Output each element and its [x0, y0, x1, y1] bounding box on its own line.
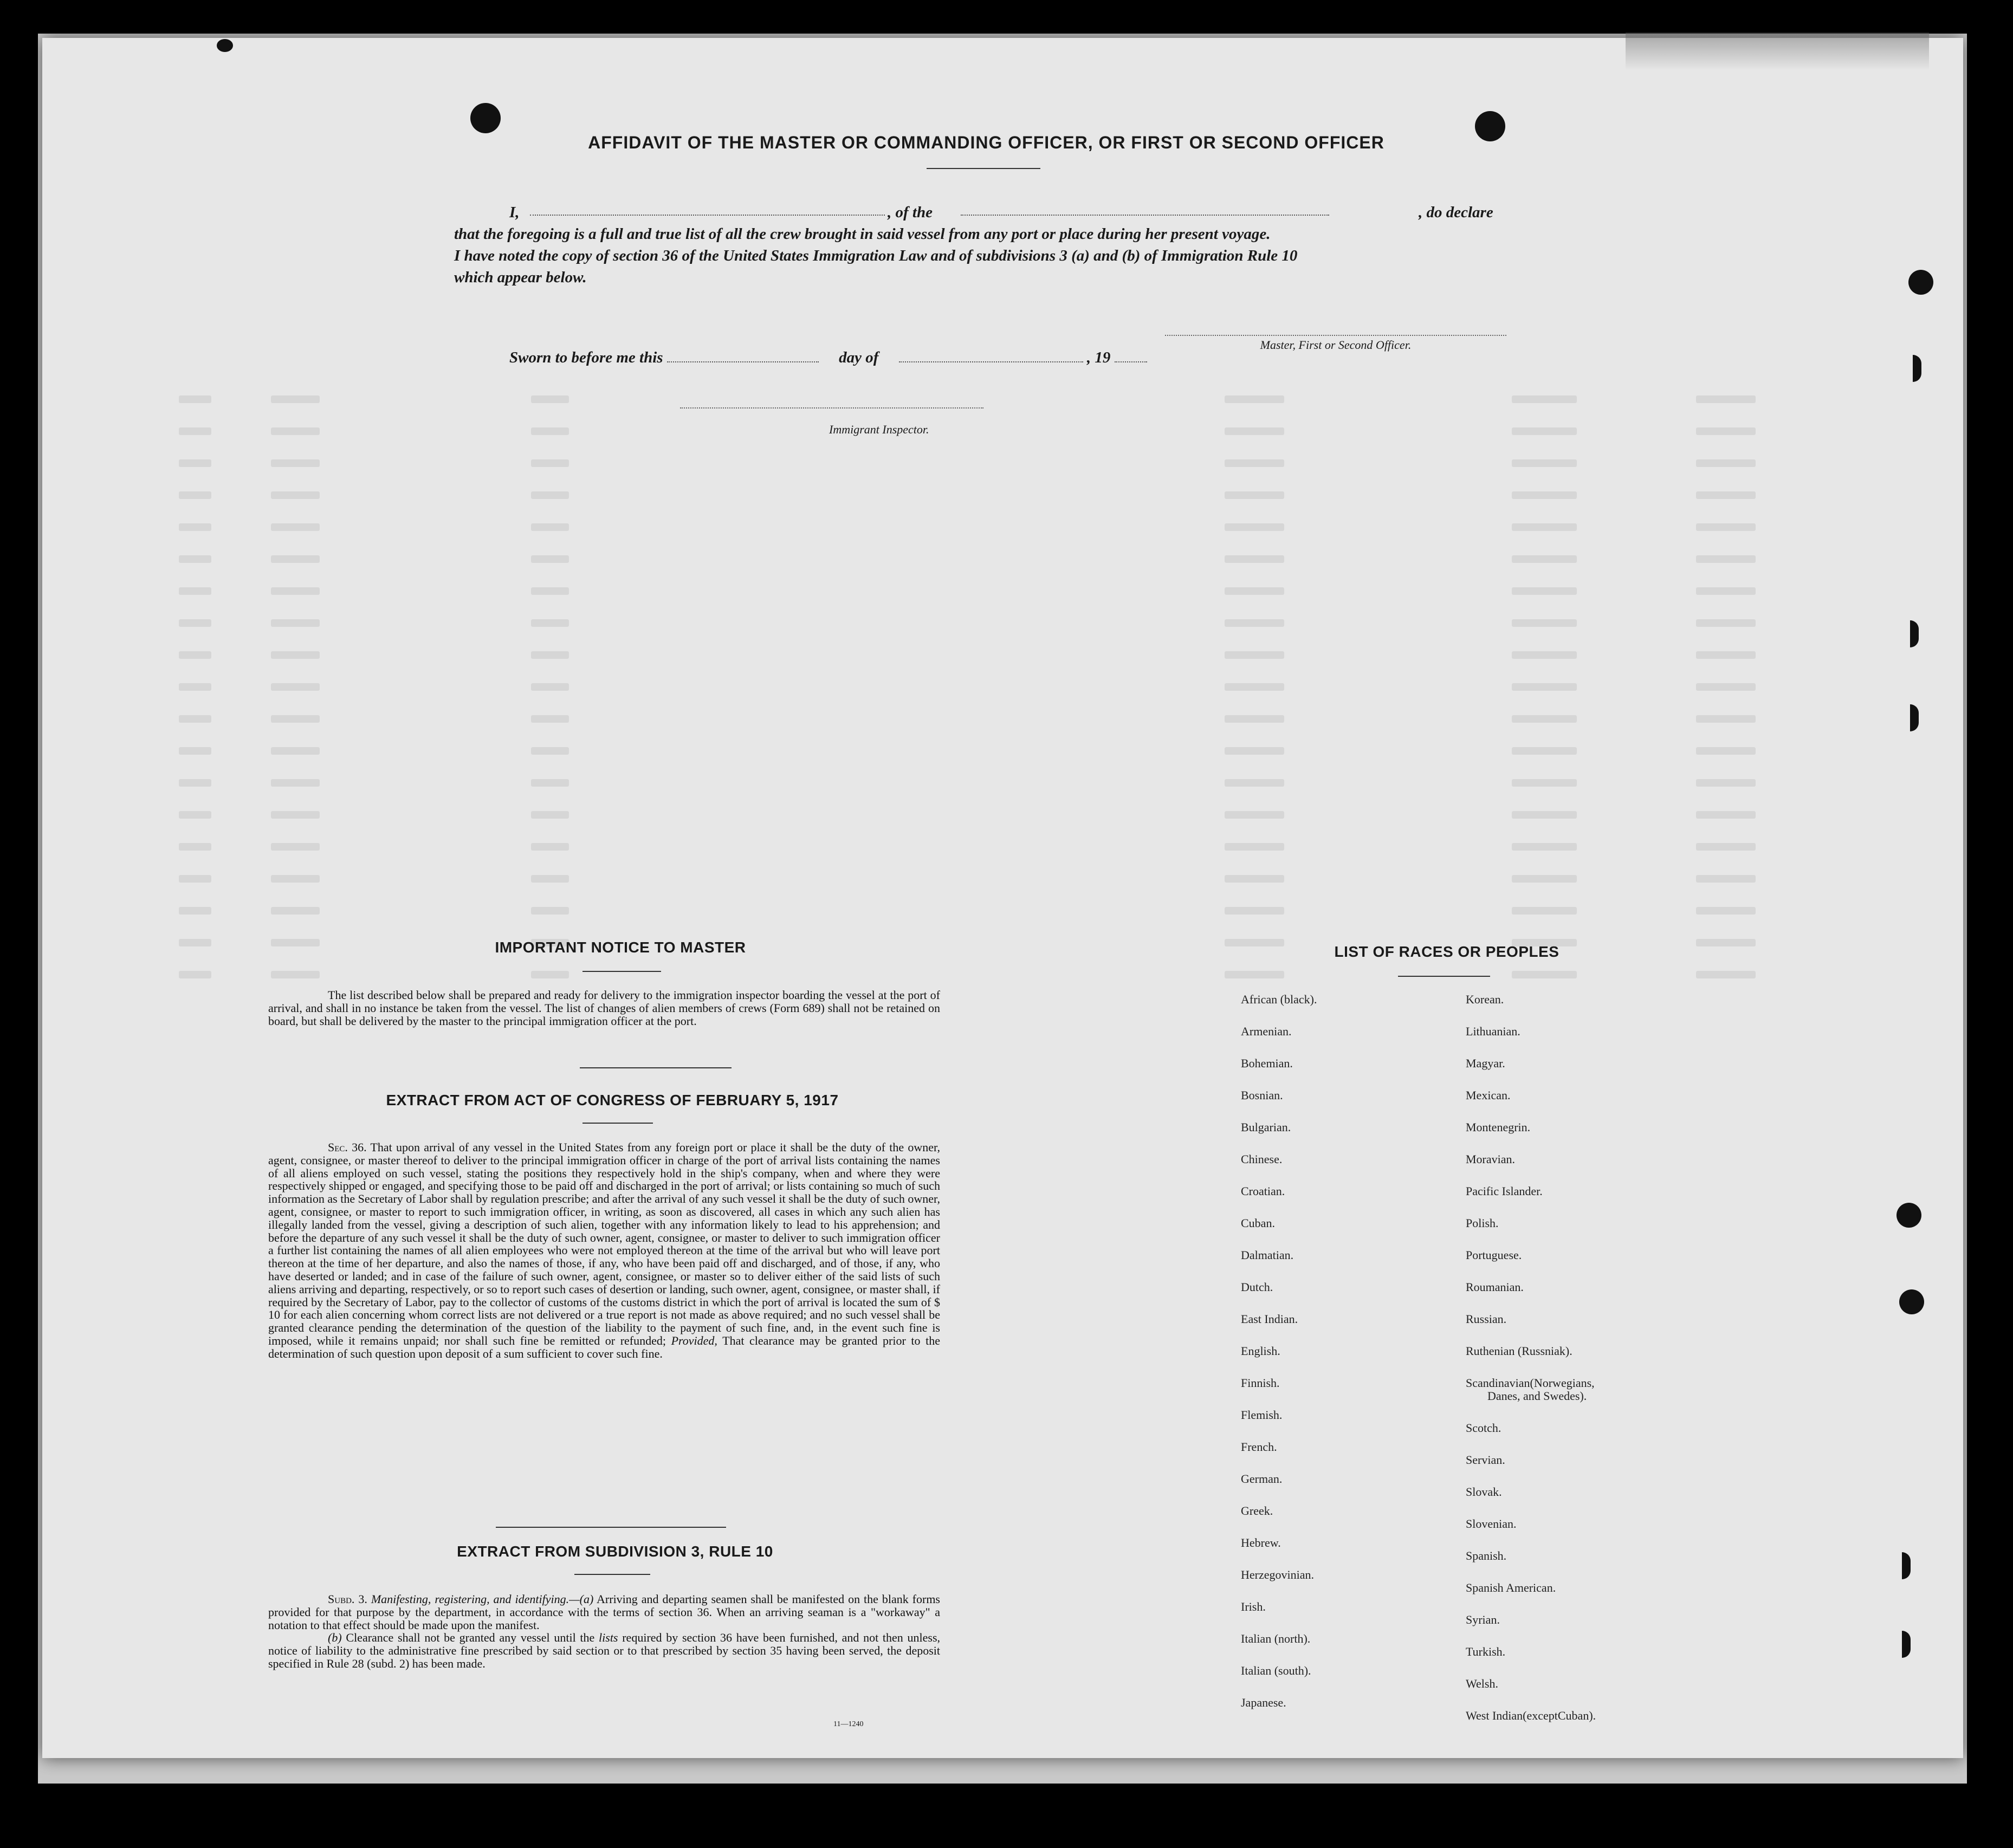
- bleed-through-mark: [531, 747, 569, 755]
- bleed-through-mark: [531, 907, 569, 915]
- bleed-through-mark: [1696, 395, 1756, 403]
- bleed-through-mark: [1696, 491, 1756, 499]
- race-item: Scotch.: [1466, 1421, 1501, 1435]
- bleed-through-mark: [1696, 747, 1756, 755]
- bleed-through-mark: [271, 779, 320, 787]
- bleed-through-mark: [1696, 843, 1756, 851]
- race-item: Hebrew.: [1241, 1536, 1281, 1549]
- race-item: Welsh.: [1466, 1676, 1498, 1690]
- race-item: Japanese.: [1241, 1696, 1286, 1709]
- bleed-through-row: [179, 427, 1945, 436]
- race-item: Armenian.: [1241, 1024, 1292, 1038]
- races-right-column: [1466, 993, 1693, 1729]
- bleed-through-mark: [271, 587, 320, 595]
- bleed-through-mark: [1696, 811, 1756, 819]
- provided-text: That clearance may be granted prior to the determination of such question upon deposit of a sum sufficient to cover such fine.: [268, 1333, 940, 1360]
- bleed-through-mark: [1696, 779, 1756, 787]
- bleed-through-row: [179, 875, 1945, 884]
- bleed-through-mark: [1512, 619, 1577, 627]
- bleed-through-row: [179, 459, 1945, 468]
- race-item: Spanish American.: [1466, 1580, 1556, 1594]
- bleed-through-mark: [1512, 811, 1577, 819]
- sworn-statement: [509, 348, 1147, 367]
- bleed-through-mark: [1696, 651, 1756, 659]
- bleed-through-mark: [1696, 427, 1756, 435]
- subd-b-text-2: required by section 36 have been furnished, and not then unless, notice of liability to the administrative fine prescribed by said section or to that prescribed by section 35 having been served, the deposit specified in Rule 28 (subd. 2) has been made.: [268, 1631, 941, 1670]
- subd-title: Manifesting, registering, and identifying.—(a): [371, 1592, 594, 1606]
- bleed-through-mark: [271, 907, 320, 915]
- bleed-through-mark: [1225, 555, 1284, 563]
- bleed-through-mark: [271, 683, 320, 691]
- punch-hole: [1908, 270, 1933, 295]
- bleed-through-mark: [1225, 395, 1284, 403]
- master-signature-caption: Master, First or Second Officer.: [1260, 338, 1412, 352]
- race-item: Magyar.: [1466, 1056, 1505, 1070]
- race-item: Bohemian.: [1241, 1056, 1293, 1070]
- act-heading: EXTRACT FROM ACT OF CONGRESS OF FEBRUARY 5, 1917: [386, 1092, 839, 1108]
- notice-paragraph: The list described below shall be prepared and ready for delivery to the immigration inspector boarding the vessel at the port of arrival, and shall in no instance be taken from the vessel. The list of changes of alien members of crews (Form 689) shall not be retained on board, but shall be delivered by the master to the principal immigration officer at the port.: [268, 988, 940, 1028]
- bleed-through-mark: [179, 587, 211, 595]
- bleed-through-mark: [531, 811, 569, 819]
- bleed-through-mark: [531, 779, 569, 787]
- bleed-through-row: [179, 715, 1945, 724]
- bleed-through-mark: [179, 459, 211, 467]
- race-item: German.: [1241, 1472, 1283, 1486]
- bleed-through-mark: [1225, 843, 1284, 851]
- bleed-through-mark: [271, 811, 320, 819]
- race-item: Moravian.: [1466, 1152, 1516, 1166]
- race-item: West Indian(exceptCuban).: [1466, 1708, 1596, 1722]
- race-item: Korean.: [1466, 993, 1504, 1006]
- declarant-i: I,: [509, 204, 520, 221]
- bleed-through-mark: [179, 683, 211, 691]
- bleed-through-mark: [179, 715, 211, 723]
- bleed-through-mark: [179, 523, 211, 531]
- race-item: Roumanian.: [1466, 1280, 1524, 1294]
- bleed-through-mark: [531, 427, 569, 435]
- race-item: Chinese.: [1241, 1152, 1283, 1166]
- races-heading: LIST OF RACES OR PEOPLES: [1334, 943, 1559, 960]
- bleed-through-mark: [1512, 907, 1577, 915]
- race-item: French.: [1241, 1440, 1277, 1454]
- bleed-through-mark: [1696, 907, 1756, 915]
- race-item: Portuguese.: [1466, 1248, 1522, 1262]
- bleed-through-row: [179, 747, 1945, 756]
- bleed-through-mark: [1225, 619, 1284, 627]
- race-item: Italian (south).: [1241, 1664, 1311, 1677]
- bleed-through-mark: [1512, 427, 1577, 435]
- bleed-through-row: [179, 971, 1945, 980]
- bleed-through-mark: [271, 939, 320, 946]
- race-item: Turkish.: [1466, 1644, 1506, 1658]
- bleed-through-mark: [1225, 427, 1284, 435]
- race-item: East Indian.: [1241, 1312, 1298, 1326]
- bleed-through-mark: [531, 715, 569, 723]
- notice-rule: [582, 971, 661, 972]
- bleed-through-mark: [271, 971, 320, 978]
- bleed-through-mark: [271, 459, 320, 467]
- race-item: Scandinavian(Norwegians,: [1466, 1376, 1595, 1390]
- bleed-through-mark: [179, 875, 211, 883]
- bleed-through-row: [179, 651, 1945, 660]
- subd-label: Subd. 3.: [328, 1592, 367, 1606]
- bleed-through-mark: [1512, 683, 1577, 691]
- race-item: Dalmatian.: [1241, 1248, 1294, 1262]
- bleed-through-row: [179, 907, 1945, 916]
- bleed-through-row: [179, 843, 1945, 852]
- act-text: [268, 1141, 940, 1360]
- declaration-line-4: which appear below.: [454, 269, 587, 286]
- bleed-through-mark: [271, 651, 320, 659]
- inspector-signature-line: [680, 407, 983, 408]
- bleed-through-mark: [1225, 875, 1284, 883]
- bleed-through-mark: [1512, 971, 1577, 978]
- bleed-through-mark: [1512, 875, 1577, 883]
- act-rule: [582, 1123, 653, 1124]
- bleed-through-mark: [1512, 651, 1577, 659]
- race-item: Bulgarian.: [1241, 1120, 1291, 1134]
- bleed-through-row: [179, 395, 1945, 404]
- bleed-through-mark: [1696, 587, 1756, 595]
- bleed-through-row: [179, 779, 1945, 788]
- race-item: Greek.: [1241, 1504, 1273, 1518]
- bleed-through-mark: [1696, 971, 1756, 978]
- bleed-through-mark: [1696, 875, 1756, 883]
- bleed-through-mark: [179, 939, 211, 946]
- subd-b-text-1: Clearance shall not be granted any vessel until the: [346, 1631, 595, 1645]
- sworn-year-field: [1115, 348, 1147, 362]
- affidavit-title: AFFIDAVIT OF THE MASTER OR COMMANDING OFFICER, OR FIRST OR SECOND OFFICER: [588, 133, 1384, 152]
- bleed-through-mark: [1225, 747, 1284, 755]
- bleed-through-mark: [531, 971, 569, 978]
- bleed-through-mark: [1512, 587, 1577, 595]
- rule-rule: [574, 1574, 650, 1575]
- bleed-through-mark: [1696, 555, 1756, 563]
- title-rule: [927, 168, 1040, 169]
- bleed-through-mark: [271, 715, 320, 723]
- sec-label: Sec. 36.: [328, 1140, 367, 1154]
- bleed-through-mark: [1696, 523, 1756, 531]
- bleed-through-mark: [179, 779, 211, 787]
- section-divider: [580, 1067, 732, 1068]
- bleed-through-mark: [271, 875, 320, 883]
- do-declare-label: , do declare: [1419, 204, 1493, 221]
- bleed-through-mark: [1512, 779, 1577, 787]
- bleed-through-mark: [271, 427, 320, 435]
- race-item: Finnish.: [1241, 1376, 1280, 1390]
- declarant-name-field: [530, 202, 885, 216]
- bleed-through-mark: [179, 747, 211, 755]
- races-rule: [1398, 976, 1490, 977]
- bleed-through-mark: [1696, 683, 1756, 691]
- race-item: Ruthenian (Russniak).: [1466, 1344, 1572, 1358]
- bleed-through-mark: [179, 427, 211, 435]
- bleed-through-mark: [531, 619, 569, 627]
- bleed-through-mark: [1512, 843, 1577, 851]
- sworn-prefix: Sworn to before me this: [509, 349, 663, 366]
- bleed-through-mark: [1696, 459, 1756, 467]
- sec-36-text: That upon arrival of any vessel in the United States from any foreign port or place it shall be the duty of the owner, agent, consignee, or master thereof to deliver to the principal immigration officer in charge of the port of arrival lists containing the names of all aliens employed on such vessel, stating the positions they respectively hold in the ship's company, when and where they were respectively shipped or engaged, and specifying those to be paid off and discharged in the port of arrival; or lists containing so much of such information as the Secretary of Labor shall by regulation prescribe; and after the arrival of any such vessel it shall be the duty of such owner, agent, consignee, or master to report to such immigration officer, in writing, as soon as discovered, all cases in which any such alien has illegally landed from the vessel, giving a description of such alien, together with any information likely to lead to his apprehension; and before the departure of any such vessel it shall be the duty of such owner, agent, consignee, or master to deliver to such immigration officer a further list containing the names of all alien employees who were not employed thereon at the time of the arrival but who will leave port thereon at the time of her departure, and also the names of those, if any, who have been paid off and discharged, and of those, if any, who have deserted or landed; and in case of the failure of such owner, agent, consignee, or master so to deliver either of the said lists of such aliens arriving and departing, respectively, or so to report such cases of desertion or landing, such owner, agent, consignee, or master shall, if required by the Secretary of Labor, pay to the collector of customs of the customs district in which the port of arrival is located the sum of $ 10 for each alien concerning whom correct lists are not delivered or a true report is not made as above required; and no such vessel shall be granted clearance pending the determination of the question of the liability to the payment of such fine, and, in the event such fine is imposed, while it remains unpaid; nor shall such fine be remitted or refunded;: [268, 1140, 940, 1347]
- bleed-through-mark: [1225, 587, 1284, 595]
- bleed-through-mark: [271, 843, 320, 851]
- race-item: Servian.: [1466, 1453, 1505, 1467]
- notice-text: [268, 989, 940, 1027]
- vessel-name-field: [961, 202, 1329, 216]
- bleed-through-mark: [1225, 523, 1284, 531]
- bleed-through-mark: [531, 875, 569, 883]
- bleed-through-row: [179, 587, 1945, 596]
- bleed-through-row: [179, 619, 1945, 628]
- bleed-through-mark: [1512, 555, 1577, 563]
- race-item: Polish.: [1466, 1216, 1499, 1230]
- declaration-line-2: that the foregoing is a full and true list of all the crew brought in said vessel from any port or place during her present voyage.: [454, 225, 1271, 243]
- bleed-through-mark: [271, 555, 320, 563]
- bleed-through-mark: [1512, 747, 1577, 755]
- bleed-through-mark: [271, 491, 320, 499]
- declaration-line-3: I have noted the copy of section 36 of the United States Immigration Law and of subdivisions 3 (a) and (b) of Immigration Rule 10: [454, 247, 1298, 264]
- bleed-through-mark: [1696, 939, 1756, 946]
- notice-heading: IMPORTANT NOTICE TO MASTER: [495, 939, 746, 956]
- race-item: Flemish.: [1241, 1408, 1283, 1422]
- subd-b-lists: lists: [599, 1631, 618, 1645]
- bleed-through-mark: [271, 395, 320, 403]
- bleed-through-mark: [531, 651, 569, 659]
- bleed-through-mark: [179, 843, 211, 851]
- punch-hole: [217, 39, 233, 52]
- subd-b-label: (b): [328, 1631, 342, 1645]
- bleed-through-mark: [1225, 459, 1284, 467]
- race-item: Slovak.: [1466, 1484, 1502, 1499]
- form-number: 11—1240: [833, 1720, 864, 1728]
- sworn-day-field: [667, 348, 819, 362]
- page-edge-shadow: [1626, 33, 1929, 70]
- bleed-through-mark: [271, 619, 320, 627]
- subd-a-text: Arriving and departing seamen shall be manifested on the blank forms provided for that purpose by the department, in accordance with the terms of section 36. When an arriving seaman is a "workaway" a notation to that effect should be made upon the manifest.: [268, 1592, 940, 1632]
- race-item: Slovenian.: [1466, 1516, 1517, 1531]
- sworn-month-field: [899, 348, 1083, 362]
- bleed-through-mark: [271, 747, 320, 755]
- bleed-through-mark: [1225, 907, 1284, 915]
- bleed-through-mark: [179, 619, 211, 627]
- bleed-through-mark: [531, 491, 569, 499]
- race-item: Pacific Islander.: [1466, 1184, 1543, 1198]
- affidavit-declaration: [454, 202, 1517, 288]
- bleed-through-mark: [1225, 683, 1284, 691]
- inspector-caption: Immigrant Inspector.: [829, 423, 929, 436]
- bleed-through-mark: [179, 651, 211, 659]
- bleed-through-mark: [1512, 523, 1577, 531]
- bleed-through-mark: [179, 907, 211, 915]
- race-item: Irish.: [1241, 1600, 1266, 1613]
- race-item: Danes, and Swedes).: [1487, 1389, 1587, 1403]
- punch-hole: [1899, 1289, 1924, 1314]
- sworn-day-of: day of: [839, 349, 879, 366]
- races-left-column: [1241, 993, 1447, 1729]
- bleed-through-mark: [179, 971, 211, 978]
- race-item: Montenegrin.: [1466, 1120, 1531, 1134]
- subd-b-paragraph: [268, 1631, 940, 1670]
- bleed-through-mark: [179, 395, 211, 403]
- race-item: Russian.: [1466, 1312, 1507, 1326]
- bleed-through-row: [179, 555, 1945, 564]
- bleed-through-mark: [271, 523, 320, 531]
- rule-text: [268, 1593, 940, 1670]
- bleed-through-mark: [531, 459, 569, 467]
- bleed-through-table: [179, 395, 1945, 970]
- bleed-through-mark: [531, 587, 569, 595]
- race-item: Italian (north).: [1241, 1632, 1311, 1645]
- race-item: Lithuanian.: [1466, 1024, 1520, 1038]
- bleed-through-mark: [531, 843, 569, 851]
- race-item: Syrian.: [1466, 1612, 1500, 1626]
- punch-hole: [470, 103, 501, 133]
- of-the-label: , of the: [888, 204, 933, 221]
- race-item: Dutch.: [1241, 1280, 1273, 1294]
- bleed-through-mark: [1512, 395, 1577, 403]
- provided-label: Provided,: [671, 1333, 717, 1347]
- race-item: African (black).: [1241, 993, 1317, 1006]
- declaration-line-1: [454, 202, 1517, 223]
- bleed-through-mark: [1225, 971, 1284, 978]
- bleed-through-mark: [1512, 491, 1577, 499]
- bleed-through-row: [179, 523, 1945, 532]
- punch-hole: [1897, 1203, 1921, 1228]
- bleed-through-mark: [1225, 779, 1284, 787]
- bleed-through-mark: [1225, 811, 1284, 819]
- race-item: Bosnian.: [1241, 1088, 1283, 1102]
- race-item: Mexican.: [1466, 1088, 1511, 1102]
- bleed-through-mark: [1512, 459, 1577, 467]
- bleed-through-mark: [1225, 491, 1284, 499]
- bleed-through-mark: [531, 683, 569, 691]
- bleed-through-mark: [179, 491, 211, 499]
- section-divider: [496, 1527, 726, 1528]
- bleed-through-row: [179, 811, 1945, 820]
- race-item: Croatian.: [1241, 1184, 1285, 1198]
- act-paragraph: [268, 1141, 940, 1360]
- race-item: Cuban.: [1241, 1216, 1275, 1230]
- rule-heading: EXTRACT FROM SUBDIVISION 3, RULE 10: [457, 1543, 773, 1560]
- bleed-through-mark: [1225, 715, 1284, 723]
- bleed-through-mark: [1225, 651, 1284, 659]
- bleed-through-mark: [1696, 619, 1756, 627]
- bleed-through-mark: [179, 555, 211, 563]
- bleed-through-row: [179, 683, 1945, 692]
- sworn-year: , 19: [1086, 349, 1111, 366]
- subd-a-paragraph: [268, 1593, 940, 1631]
- master-signature-line: [1165, 335, 1506, 336]
- race-item: English.: [1241, 1344, 1280, 1358]
- bleed-through-mark: [179, 811, 211, 819]
- bleed-through-mark: [1512, 715, 1577, 723]
- bleed-through-mark: [531, 395, 569, 403]
- race-item: Herzegovinian.: [1241, 1568, 1314, 1581]
- bleed-through-mark: [531, 523, 569, 531]
- bleed-through-mark: [531, 555, 569, 563]
- bleed-through-row: [179, 491, 1945, 500]
- race-item: Spanish.: [1466, 1548, 1507, 1562]
- bleed-through-mark: [1696, 715, 1756, 723]
